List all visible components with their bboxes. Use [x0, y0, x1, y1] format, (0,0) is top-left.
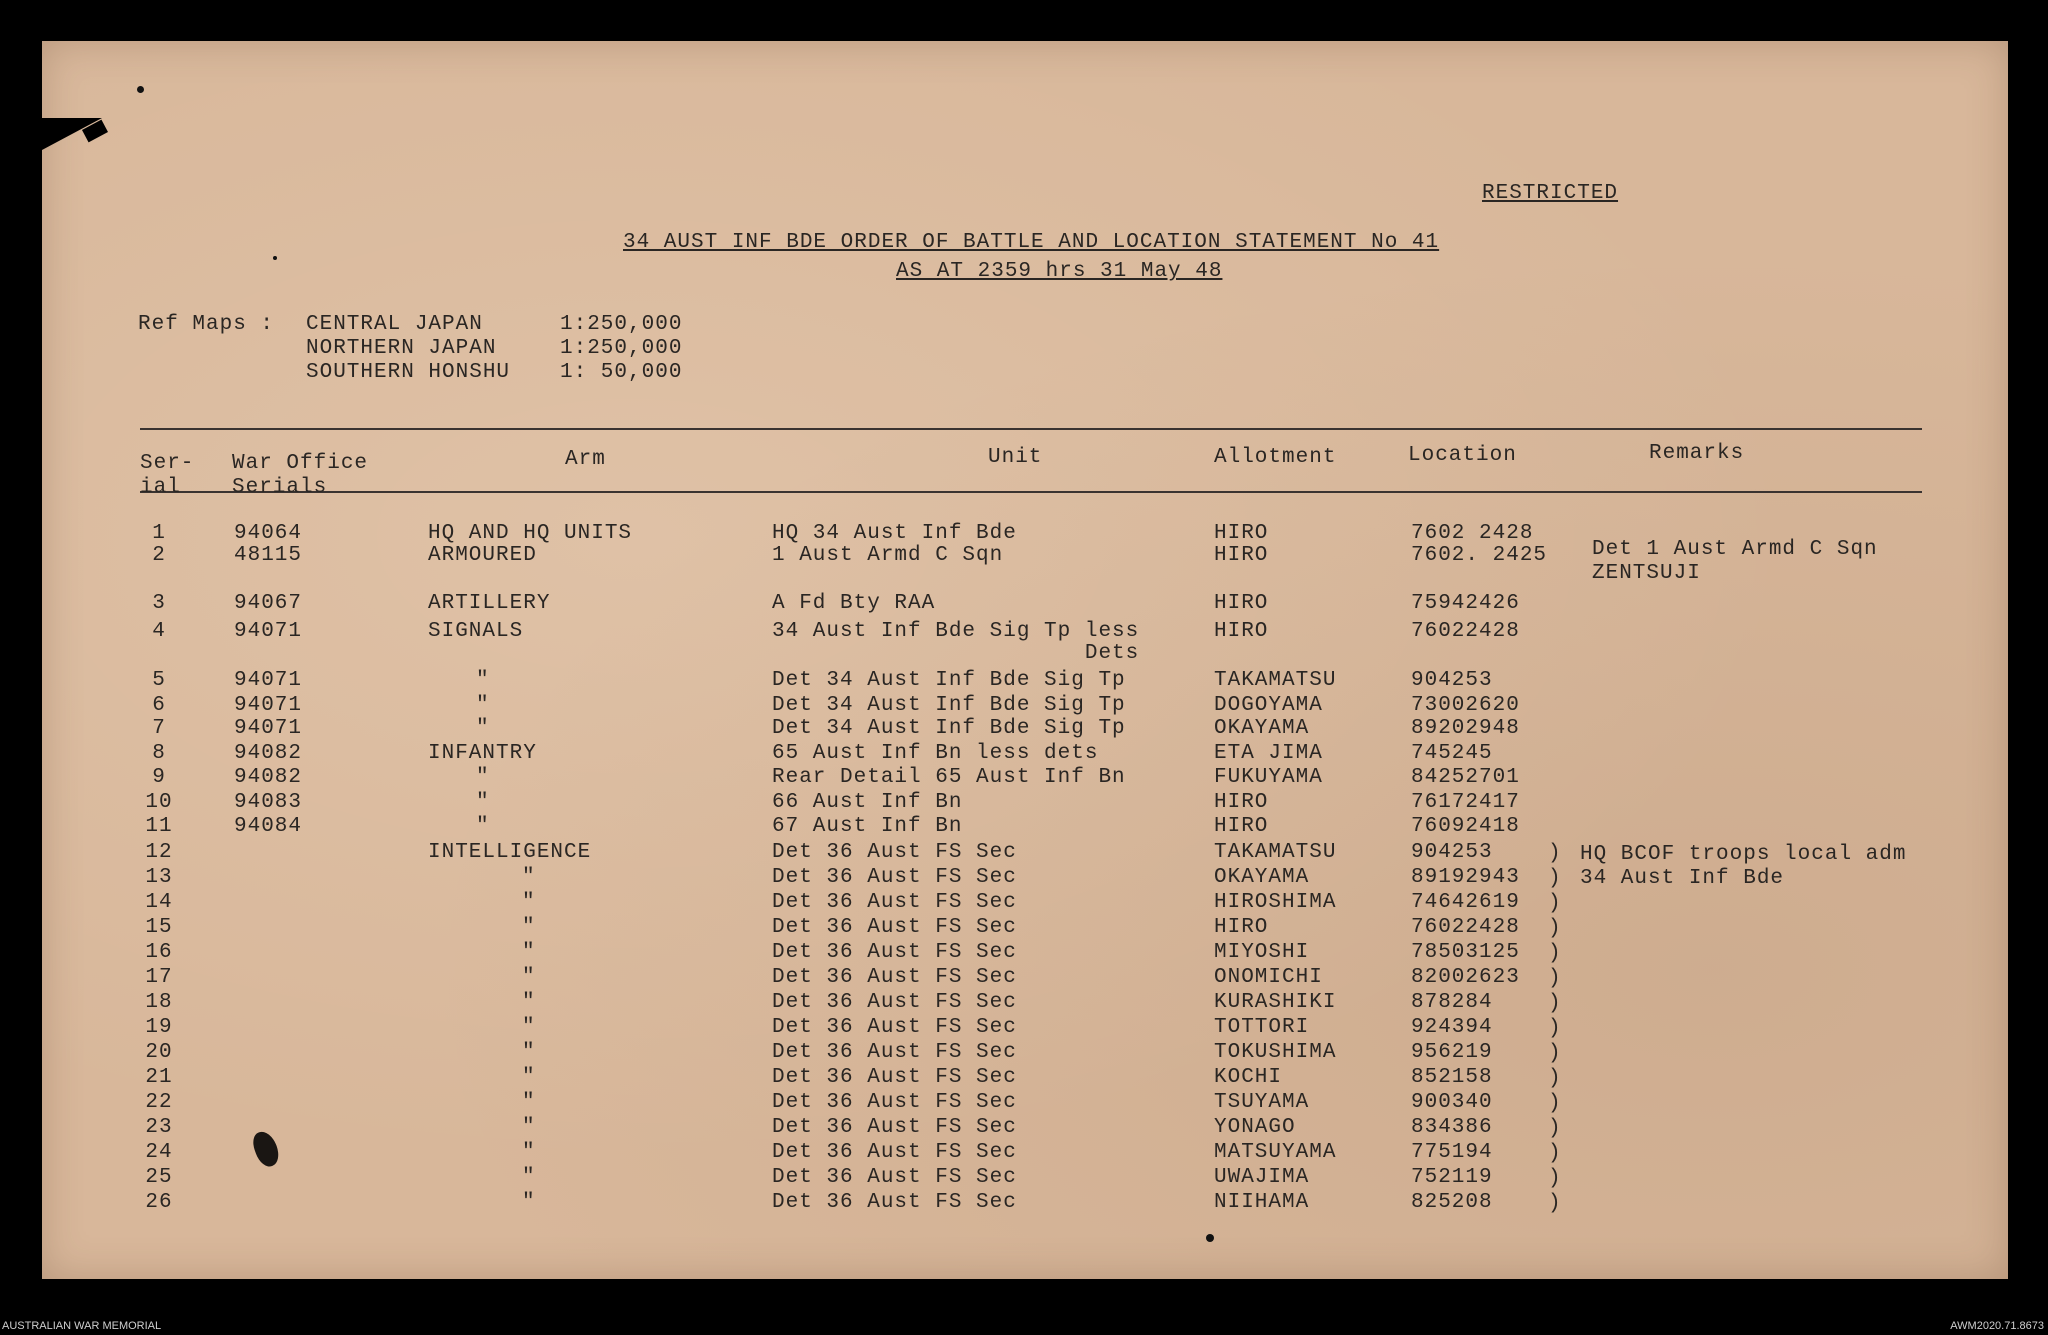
cell-unit: Det 36 Aust FS Sec	[772, 916, 1017, 939]
remarks-intelligence: HQ BCOF troops local adm 34 Aust Inf Bde	[1580, 843, 1907, 890]
cell-war-office: 94064	[234, 522, 303, 545]
cell-allotment: HIRO	[1214, 815, 1269, 838]
cell-unit: Det 36 Aust FS Sec	[772, 966, 1017, 989]
cell-allotment: HIRO	[1214, 916, 1269, 939]
cell-location: 878284	[1411, 991, 1493, 1014]
cell-arm: "	[476, 815, 490, 838]
classification-marking: RESTRICTED	[1482, 182, 1619, 205]
cell-serial: 17	[145, 966, 173, 989]
cell-unit: Rear Detail 65 Aust Inf Bn	[772, 766, 1126, 789]
cell-allotment: OKAYAMA	[1214, 717, 1310, 740]
remarks-bracket: )	[1548, 942, 1561, 965]
cell-war-office: 94082	[234, 766, 303, 789]
cell-unit: Det 36 Aust FS Sec	[772, 941, 1017, 964]
ref-map-scale: 1: 50,000	[560, 361, 683, 384]
cell-serial: 1	[152, 522, 166, 545]
cell-serial: 22	[145, 1091, 173, 1114]
cell-arm: SIGNALS	[428, 620, 524, 643]
cell-unit: Det 36 Aust FS Sec	[772, 1041, 1017, 1064]
cell-arm: ARMOURED	[428, 544, 537, 567]
cell-war-office: 94071	[234, 717, 303, 740]
cell-war-office: 94067	[234, 592, 303, 615]
cell-arm: "	[522, 1116, 536, 1139]
cell-serial: 4	[152, 620, 166, 643]
cell-arm: "	[522, 1141, 536, 1164]
cell-location: 7602. 2425	[1411, 544, 1548, 567]
cell-unit: Det 36 Aust FS Sec	[772, 1141, 1017, 1164]
cell-allotment: TOKUSHIMA	[1214, 1041, 1337, 1064]
remarks-bracket: )	[1548, 992, 1561, 1015]
cell-location: 752119	[1411, 1166, 1493, 1189]
cell-arm: "	[522, 991, 536, 1014]
header-arm: Arm	[565, 448, 606, 471]
cell-location: 852158	[1411, 1066, 1493, 1089]
cell-arm: "	[522, 891, 536, 914]
cell-location: 74642619	[1411, 891, 1520, 914]
cell-serial: 5	[152, 669, 166, 692]
remarks-bracket: )	[1548, 1167, 1561, 1190]
cell-location: 76022428	[1411, 620, 1520, 643]
cell-serial: 20	[145, 1041, 173, 1064]
header-unit: Unit	[988, 446, 1043, 469]
ink-speck	[273, 256, 277, 260]
cell-allotment: MIYOSHI	[1214, 941, 1310, 964]
header-war-office-serials: War Office Serials	[232, 452, 369, 499]
cell-allotment: ETA JIMA	[1214, 742, 1323, 765]
cell-arm: "	[522, 1191, 536, 1214]
cell-unit: Det 36 Aust FS Sec	[772, 1116, 1017, 1139]
cell-unit: Det 36 Aust FS Sec	[772, 1016, 1017, 1039]
remarks-bracket: )	[1548, 1067, 1561, 1090]
cell-war-office: 48115	[234, 544, 303, 567]
ref-map-name: NORTHERN JAPAN	[306, 337, 497, 360]
remarks-armoured: Det 1 Aust Armd C Sqn ZENTSUJI	[1592, 538, 1878, 585]
cell-serial: 11	[145, 815, 173, 838]
cell-arm: ARTILLERY	[428, 592, 551, 615]
cell-unit: Det 34 Aust Inf Bde Sig Tp	[772, 669, 1126, 692]
cell-arm: "	[476, 717, 490, 740]
cell-allotment: KOCHI	[1214, 1066, 1283, 1089]
cell-war-office: 94071	[234, 669, 303, 692]
cell-unit: Det 36 Aust FS Sec	[772, 991, 1017, 1014]
header-remarks: Remarks	[1649, 442, 1745, 465]
header-bottom-rule	[140, 491, 1922, 493]
document-title: 34 AUST INF BDE ORDER OF BATTLE AND LOCATION STATEMENT No 41	[623, 231, 1440, 254]
remarks-bracket: )	[1548, 1142, 1561, 1165]
cell-war-office: 94084	[234, 815, 303, 838]
cell-serial: 16	[145, 941, 173, 964]
cell-unit: 65 Aust Inf Bn less dets	[772, 742, 1099, 765]
cell-serial: 10	[145, 791, 173, 814]
cell-allotment: MATSUYAMA	[1214, 1141, 1337, 1164]
cell-arm: INFANTRY	[428, 742, 537, 765]
cell-arm: "	[522, 866, 536, 889]
cell-location: 904253	[1411, 841, 1493, 864]
header-serial: Ser- ial	[140, 452, 195, 499]
cell-location: 89192943	[1411, 866, 1520, 889]
cell-arm: "	[522, 1166, 536, 1189]
cell-serial: 3	[152, 592, 166, 615]
cell-location: 76172417	[1411, 791, 1520, 814]
cell-unit: Det 36 Aust FS Sec	[772, 891, 1017, 914]
cell-serial: 13	[145, 866, 173, 889]
cell-war-office: 94083	[234, 791, 303, 814]
cell-war-office: 94071	[234, 620, 303, 643]
cell-arm: "	[476, 766, 490, 789]
cell-serial: 25	[145, 1166, 173, 1189]
ref-map-scale: 1:250,000	[560, 337, 683, 360]
cell-serial: 8	[152, 742, 166, 765]
cell-arm: "	[522, 1016, 536, 1039]
cell-unit: A Fd Bty RAA	[772, 592, 936, 615]
ref-map-name: CENTRAL JAPAN	[306, 313, 483, 336]
cell-serial: 19	[145, 1016, 173, 1039]
cell-serial: 2	[152, 544, 166, 567]
remarks-bracket: )	[1548, 1117, 1561, 1140]
cell-arm: "	[522, 966, 536, 989]
cell-allotment: TOTTORI	[1214, 1016, 1310, 1039]
cell-arm: "	[522, 1066, 536, 1089]
ref-map-scale: 1:250,000	[560, 313, 683, 336]
ref-map-row	[306, 313, 682, 336]
cell-unit: 34 Aust Inf Bde Sig Tp less Dets	[772, 620, 1140, 665]
cell-arm: "	[522, 916, 536, 939]
remarks-bracket: )	[1548, 892, 1561, 915]
cell-arm: "	[522, 1091, 536, 1114]
ref-maps-label: Ref Maps :	[138, 313, 275, 336]
cell-unit: Det 36 Aust FS Sec	[772, 1091, 1017, 1114]
cell-allotment: DOGOYAMA	[1214, 694, 1323, 717]
cell-serial: 21	[145, 1066, 173, 1089]
header-location: Location	[1408, 444, 1517, 467]
cell-arm: "	[522, 1041, 536, 1064]
cell-location: 7602 2428	[1411, 522, 1534, 545]
cell-allotment: HIROSHIMA	[1214, 891, 1337, 914]
cell-location: 904253	[1411, 669, 1493, 692]
cell-unit: Det 36 Aust FS Sec	[772, 841, 1017, 864]
cell-unit: Det 36 Aust FS Sec	[772, 1066, 1017, 1089]
cell-allotment: YONAGO	[1214, 1116, 1296, 1139]
cell-unit: 1 Aust Armd C Sqn	[772, 544, 1004, 567]
cell-location: 82002623	[1411, 966, 1520, 989]
cell-allotment: HIRO	[1214, 620, 1269, 643]
cell-arm: HQ AND HQ UNITS	[428, 522, 633, 545]
cell-allotment: HIRO	[1214, 544, 1269, 567]
cell-unit: Det 36 Aust FS Sec	[772, 1166, 1017, 1189]
cell-allotment: ONOMICHI	[1214, 966, 1323, 989]
cell-serial: 9	[152, 766, 166, 789]
cell-war-office: 94071	[234, 694, 303, 717]
cell-arm: "	[476, 669, 490, 692]
cell-unit: Det 36 Aust FS Sec	[772, 1191, 1017, 1214]
cell-arm: "	[476, 791, 490, 814]
cell-allotment: FUKUYAMA	[1214, 766, 1323, 789]
cell-serial: 23	[145, 1116, 173, 1139]
cell-location: 745245	[1411, 742, 1493, 765]
cell-allotment: UWAJIMA	[1214, 1166, 1310, 1189]
cell-allotment: HIRO	[1214, 791, 1269, 814]
cell-location: 78503125	[1411, 941, 1520, 964]
cell-arm: "	[522, 941, 536, 964]
cell-serial: 26	[145, 1191, 173, 1214]
cell-location: 75942426	[1411, 592, 1520, 615]
cell-unit: Det 36 Aust FS Sec	[772, 866, 1017, 889]
header-allotment: Allotment	[1214, 446, 1337, 469]
remarks-bracket: )	[1548, 917, 1561, 940]
cell-location: 76022428	[1411, 916, 1520, 939]
remarks-bracket: )	[1548, 1192, 1561, 1215]
footer-accession-number: AWM2020.71.8673	[1950, 1320, 2044, 1332]
cell-location: 73002620	[1411, 694, 1520, 717]
cell-allotment: HIRO	[1214, 592, 1269, 615]
remarks-bracket: )	[1548, 1017, 1561, 1040]
cell-location: 84252701	[1411, 766, 1520, 789]
cell-war-office: 94082	[234, 742, 303, 765]
cell-location: 900340	[1411, 1091, 1493, 1114]
cell-serial: 12	[145, 841, 173, 864]
cell-serial: 7	[152, 717, 166, 740]
remarks-bracket: )	[1548, 1092, 1561, 1115]
remarks-bracket: )	[1548, 867, 1561, 890]
cell-serial: 24	[145, 1141, 173, 1164]
cell-unit: Det 34 Aust Inf Bde Sig Tp	[772, 717, 1126, 740]
table-top-rule	[140, 428, 1922, 430]
remarks-bracket: )	[1548, 967, 1561, 990]
cell-unit: Det 34 Aust Inf Bde Sig Tp	[772, 694, 1126, 717]
remarks-bracket: )	[1548, 842, 1561, 865]
cell-arm: INTELLIGENCE	[428, 841, 592, 864]
cell-allotment: OKAYAMA	[1214, 866, 1310, 889]
remarks-bracket: )	[1548, 1042, 1561, 1065]
cell-serial: 15	[145, 916, 173, 939]
cell-location: 956219	[1411, 1041, 1493, 1064]
cell-location: 924394	[1411, 1016, 1493, 1039]
cell-serial: 18	[145, 991, 173, 1014]
ref-map-row	[306, 337, 682, 360]
cell-allotment: NIIHAMA	[1214, 1191, 1310, 1214]
cell-location: 825208	[1411, 1191, 1493, 1214]
cell-allotment: HIRO	[1214, 522, 1269, 545]
ref-map-name: SOUTHERN HONSHU	[306, 361, 511, 384]
cell-allotment: TAKAMATSU	[1214, 841, 1337, 864]
cell-location: 89202948	[1411, 717, 1520, 740]
cell-location: 775194	[1411, 1141, 1493, 1164]
ink-speck	[137, 86, 144, 93]
ink-speck	[1206, 1234, 1214, 1242]
cell-allotment: TSUYAMA	[1214, 1091, 1310, 1114]
footer-institution: AUSTRALIAN WAR MEMORIAL	[2, 1320, 162, 1332]
cell-allotment: KURASHIKI	[1214, 991, 1337, 1014]
cell-unit: HQ 34 Aust Inf Bde	[772, 522, 1017, 545]
cell-location: 76092418	[1411, 815, 1520, 838]
cell-unit: 67 Aust Inf Bn	[772, 815, 963, 838]
document-subtitle: AS AT 2359 hrs 31 May 48	[896, 260, 1223, 283]
cell-unit: 66 Aust Inf Bn	[772, 791, 963, 814]
cell-location: 834386	[1411, 1116, 1493, 1139]
cell-serial: 14	[145, 891, 173, 914]
cell-allotment: TAKAMATSU	[1214, 669, 1337, 692]
cell-arm: "	[476, 694, 490, 717]
cell-serial: 6	[152, 694, 166, 717]
ref-map-row	[306, 361, 682, 384]
